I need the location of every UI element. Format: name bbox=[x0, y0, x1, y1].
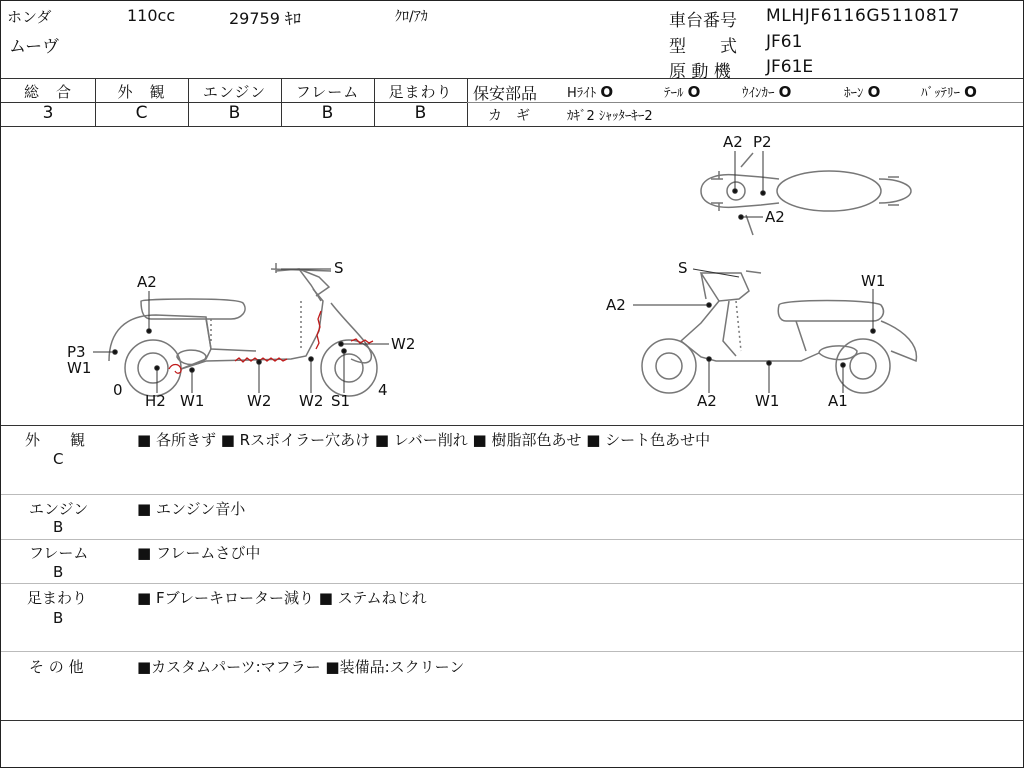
divider bbox=[1, 720, 1023, 721]
divider bbox=[1, 494, 1023, 495]
displacement: 110cc bbox=[127, 6, 176, 25]
remark-suspension-label: 足まわり bbox=[27, 589, 88, 607]
frame-grade: B bbox=[321, 103, 334, 123]
mileage: 29759 ｷﾛ bbox=[229, 9, 301, 28]
label-s: S bbox=[678, 259, 688, 277]
label-w1: W1 bbox=[861, 272, 886, 290]
remark-exterior-grade: C bbox=[53, 450, 64, 468]
divider bbox=[467, 102, 1023, 103]
label-w1: W1 bbox=[180, 392, 205, 410]
label-w1: W1 bbox=[67, 359, 92, 377]
remark-suspension-text: ■ Fブレーキローター減り ■ ステムねじれ bbox=[137, 589, 427, 607]
remark-suspension-grade: B bbox=[53, 609, 64, 627]
remark-engine-label: エンジン bbox=[29, 500, 89, 518]
label-w1: W1 bbox=[755, 392, 780, 410]
divider bbox=[1, 78, 1023, 79]
label-a1: A1 bbox=[828, 392, 848, 410]
remark-frame-text: ■ フレームさび中 bbox=[137, 544, 261, 562]
engine-label: エンジン bbox=[202, 83, 267, 101]
label-s1: S1 bbox=[331, 392, 351, 410]
label-a2: A2 bbox=[765, 208, 785, 226]
label-p2: P2 bbox=[753, 133, 772, 151]
remark-other-text: ■カスタムパーツ:マフラー ■装備品:スクリーン bbox=[137, 658, 465, 676]
label-a2: A2 bbox=[606, 296, 626, 314]
divider bbox=[1, 583, 1023, 584]
label-a2: A2 bbox=[137, 273, 157, 291]
safety-taillight: ﾃｰﾙ O bbox=[664, 83, 701, 101]
suspension-label: 足まわり bbox=[388, 83, 453, 101]
type-value: JF61 bbox=[766, 32, 803, 52]
remark-engine-text: ■ エンジン音小 bbox=[137, 500, 246, 518]
label-zero: 0 bbox=[113, 381, 123, 399]
safety-label: 保安部品 bbox=[473, 84, 538, 103]
label-w2: W2 bbox=[391, 335, 416, 353]
safety-battery: ﾊﾞｯﾃﾘｰ O bbox=[921, 83, 977, 101]
top-view-outline bbox=[701, 153, 911, 235]
key-label: カ ギ bbox=[488, 108, 530, 124]
exterior-grade: C bbox=[135, 103, 148, 123]
label-s: S bbox=[334, 259, 344, 277]
label-w2: W2 bbox=[299, 392, 324, 410]
type-label: 型 式 bbox=[669, 37, 737, 57]
label-four: 4 bbox=[378, 381, 388, 399]
divider bbox=[1, 425, 1023, 426]
remark-other-label: そ の 他 bbox=[29, 658, 84, 676]
chassis-value: MLHJF6116G5110817 bbox=[766, 6, 961, 26]
label-w2: W2 bbox=[247, 392, 272, 410]
label-a2: A2 bbox=[723, 133, 743, 151]
color: ｸﾛ/ｱｶ bbox=[395, 9, 428, 25]
overall-label: 総 合 bbox=[23, 83, 72, 101]
remark-exterior-text: ■ 各所きず ■ Rスポイラー穴あけ ■ レバー削れ ■ 樹脂部色あせ ■ シート色あせ中 bbox=[137, 431, 711, 449]
remark-engine-grade: B bbox=[53, 518, 64, 536]
engine-grade: B bbox=[228, 103, 241, 123]
maker: ホンダ bbox=[7, 8, 52, 26]
safety-headlight: Hﾗｲﾄ O bbox=[567, 83, 614, 101]
damage-diagram bbox=[1, 127, 1023, 425]
exterior-label: 外 観 bbox=[117, 83, 166, 101]
safety-winker: ｳｲﾝｶｰ O bbox=[742, 83, 792, 101]
label-p3: P3 bbox=[67, 343, 86, 361]
remark-exterior-label: 外 観 bbox=[25, 431, 86, 449]
frame-label: フレーム bbox=[295, 83, 360, 101]
model-name: ムーヴ bbox=[9, 37, 60, 57]
engine-model-label: 原 動 機 bbox=[669, 62, 731, 82]
suspension-grade: B bbox=[414, 103, 427, 123]
key-value: ｶｷﾞ2 ｼｬｯﾀｰｷｰ2 bbox=[567, 109, 653, 124]
divider bbox=[1, 539, 1023, 540]
label-h2: H2 bbox=[145, 392, 166, 410]
engine-model-value: JF61E bbox=[766, 57, 814, 77]
remark-frame-grade: B bbox=[53, 563, 64, 581]
chassis-label: 車台番号 bbox=[669, 11, 737, 31]
divider bbox=[1, 651, 1023, 652]
label-a2: A2 bbox=[697, 392, 717, 410]
overall-grade: 3 bbox=[42, 103, 54, 123]
safety-horn: ﾎｰﾝ O bbox=[844, 83, 881, 101]
remark-frame-label: フレーム bbox=[29, 544, 89, 562]
